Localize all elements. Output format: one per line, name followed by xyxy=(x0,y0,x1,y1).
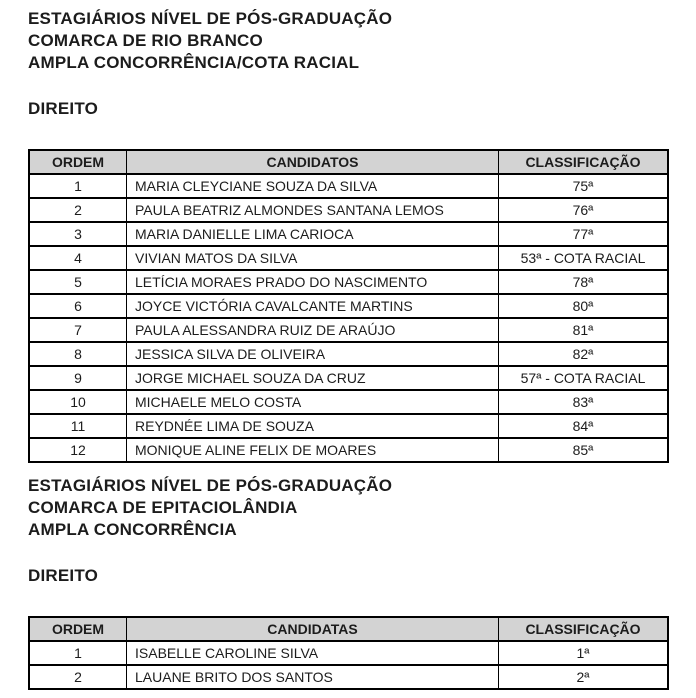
course-title: DIREITO xyxy=(28,99,99,118)
table-row xyxy=(29,366,668,390)
table-row xyxy=(29,641,668,665)
cell-classification: 80ª xyxy=(499,294,669,318)
table-row xyxy=(29,270,668,294)
cell-classification: 82ª xyxy=(499,342,669,366)
heading-line-modalidade: AMPLA CONCORRÊNCIA/COTA RACIAL xyxy=(28,53,360,72)
cell-candidate-name: JOYCE VICTÓRIA CAVALCANTE MARTINS xyxy=(127,294,499,318)
cell-ordem: 1 xyxy=(29,174,127,198)
cell-candidate-name: ISABELLE CAROLINE SILVA xyxy=(127,641,499,665)
section-heading xyxy=(28,8,668,74)
cell-candidate-name: JESSICA SILVA DE OLIVEIRA xyxy=(127,342,499,366)
table-header-row xyxy=(29,150,668,174)
cell-candidate-name: MARIA CLEYCIANE SOUZA DA SILVA xyxy=(127,174,499,198)
cell-candidate-name: PAULA ALESSANDRA RUIZ DE ARAÚJO xyxy=(127,318,499,342)
cell-ordem: 4 xyxy=(29,246,127,270)
cell-ordem: 11 xyxy=(29,414,127,438)
cell-candidate-name: MARIA DANIELLE LIMA CARIOCA xyxy=(127,222,499,246)
section-heading xyxy=(28,475,668,541)
column-header-classificacao: CLASSIFICAÇÃO xyxy=(499,150,669,174)
cell-classification: 84ª xyxy=(499,414,669,438)
cell-candidate-name: REYDNÉE LIMA DE SOUZA xyxy=(127,414,499,438)
heading-line-program: ESTAGIÁRIOS NÍVEL DE PÓS-GRADUAÇÃO xyxy=(28,9,393,28)
column-header-candidatas: CANDIDATAS xyxy=(127,617,499,641)
cell-ordem: 10 xyxy=(29,390,127,414)
table-body xyxy=(29,174,668,462)
table-row xyxy=(29,174,668,198)
column-header-ordem: ORDEM xyxy=(29,617,127,641)
candidates-table-rio-branco xyxy=(28,149,669,463)
cell-classification: 81ª xyxy=(499,318,669,342)
cell-classification: 78ª xyxy=(499,270,669,294)
heading-line-program: ESTAGIÁRIOS NÍVEL DE PÓS-GRADUAÇÃO xyxy=(28,476,393,495)
cell-classification: 76ª xyxy=(499,198,669,222)
cell-classification: 75ª xyxy=(499,174,669,198)
section-rio-branco xyxy=(28,8,668,463)
column-header-classificacao: CLASSIFICAÇÃO xyxy=(499,617,669,641)
cell-classification: 53ª - COTA RACIAL xyxy=(499,246,669,270)
section-epitaciolandia xyxy=(28,475,668,690)
column-header-ordem: ORDEM xyxy=(29,150,127,174)
cell-ordem: 1 xyxy=(29,641,127,665)
cell-ordem: 8 xyxy=(29,342,127,366)
cell-ordem: 7 xyxy=(29,318,127,342)
cell-candidate-name: PAULA BEATRIZ ALMONDES SANTANA LEMOS xyxy=(127,198,499,222)
cell-classification: 1ª xyxy=(499,641,669,665)
heading-line-comarca: COMARCA DE RIO BRANCO xyxy=(28,31,263,50)
table-row xyxy=(29,294,668,318)
table-row xyxy=(29,390,668,414)
cell-ordem: 2 xyxy=(29,198,127,222)
cell-ordem: 2 xyxy=(29,665,127,689)
table-row xyxy=(29,318,668,342)
table-row xyxy=(29,665,668,689)
cell-candidate-name: VIVIAN MATOS DA SILVA xyxy=(127,246,499,270)
cell-ordem: 9 xyxy=(29,366,127,390)
cell-classification: 83ª xyxy=(499,390,669,414)
cell-ordem: 6 xyxy=(29,294,127,318)
table-header-row xyxy=(29,617,668,641)
cell-ordem: 5 xyxy=(29,270,127,294)
table-row xyxy=(29,342,668,366)
cell-candidate-name: JORGE MICHAEL SOUZA DA CRUZ xyxy=(127,366,499,390)
cell-candidate-name: LAUANE BRITO DOS SANTOS xyxy=(127,665,499,689)
column-header-candidatos: CANDIDATOS xyxy=(127,150,499,174)
table-row xyxy=(29,246,668,270)
heading-line-modalidade: AMPLA CONCORRÊNCIA xyxy=(28,520,237,539)
cell-candidate-name: LETÍCIA MORAES PRADO DO NASCIMENTO xyxy=(127,270,499,294)
cell-ordem: 3 xyxy=(29,222,127,246)
table-row xyxy=(29,198,668,222)
table-body xyxy=(29,641,668,689)
table-row xyxy=(29,438,668,462)
cell-classification: 57ª - COTA RACIAL xyxy=(499,366,669,390)
cell-classification: 77ª xyxy=(499,222,669,246)
cell-classification: 2ª xyxy=(499,665,669,689)
table-row xyxy=(29,414,668,438)
course-title: DIREITO xyxy=(28,566,99,585)
cell-candidate-name: MONIQUE ALINE FELIX DE MOARES xyxy=(127,438,499,462)
candidates-table-epitaciolandia xyxy=(28,616,669,690)
cell-classification: 85ª xyxy=(499,438,669,462)
cell-candidate-name: MICHAELE MELO COSTA xyxy=(127,390,499,414)
cell-ordem: 12 xyxy=(29,438,127,462)
heading-line-comarca: COMARCA DE EPITACIOLÂNDIA xyxy=(28,498,298,517)
table-row xyxy=(29,222,668,246)
